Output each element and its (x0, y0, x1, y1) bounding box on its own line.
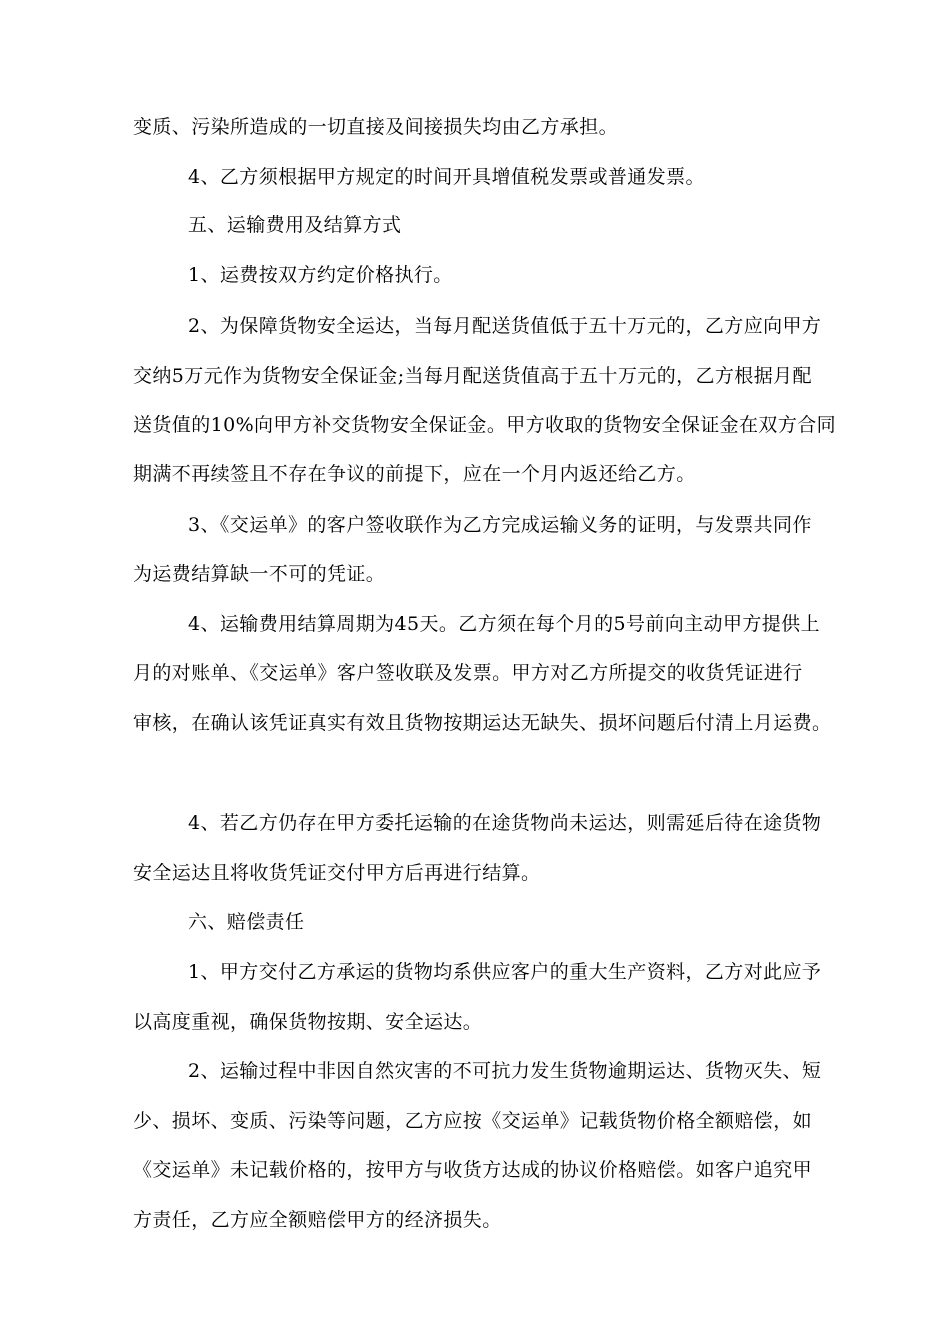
paragraph-line: 以高度重视，确保货物按期、安全运达。 (133, 1011, 483, 1033)
paragraph-line: 1、运费按双方约定价格执行。 (188, 264, 453, 286)
section-heading: 六、赔偿责任 (188, 911, 305, 933)
paragraph-line: 审核，在确认该凭证真实有效且货物按期运达无缺失、损坏问题后付清上月运费。 (133, 712, 832, 734)
paragraph-line: 变质、污染所造成的一切直接及间接损失均由乙方承担。 (133, 116, 619, 138)
paragraph-line: 1、甲方交付乙方承运的货物均系供应客户的重大生产资料，乙方对此应予 (188, 961, 822, 983)
paragraph-line: 4、运输费用结算周期为45天。乙方须在每个月的5号前向主动甲方提供上 (188, 613, 820, 635)
paragraph-line: 4、若乙方仍存在甲方委托运输的在途货物尚未运达，则需延后待在途货物 (188, 812, 822, 834)
paragraph-line: 2、运输过程中非因自然灾害的不可抗力发生货物逾期运达、货物灭失、短 (188, 1060, 822, 1082)
paragraph-line: 《交运单》未记载价格的，按甲方与收货方达成的协议价格赔偿。如客户追究甲 (133, 1159, 813, 1181)
paragraph-line: 方责任，乙方应全额赔偿甲方的经济损失。 (133, 1209, 502, 1231)
paragraph-line: 少、损坏、变质、污染等问题，乙方应按《交运单》记载货物价格全额赔偿，如 (133, 1110, 813, 1132)
paragraph-line: 4、乙方须根据甲方规定的时间开具增值税发票或普通发票。 (188, 166, 705, 188)
paragraph-line: 安全运达且将收货凭证交付甲方后再进行结算。 (133, 862, 541, 884)
paragraph-line: 送货值的10%向甲方补交货物安全保证金。甲方收取的货物安全保证金在双方合同 (133, 414, 837, 436)
paragraph-line: 3、《交运单》的客户签收联作为乙方完成运输义务的证明，与发票共同作 (188, 514, 812, 536)
paragraph-line: 2、为保障货物安全运达，当每月配送货值低于五十万元的，乙方应向甲方 (188, 315, 822, 337)
paragraph-line: 月的对账单、《交运单》客户签收联及发票。甲方对乙方所提交的收货凭证进行 (133, 662, 803, 684)
paragraph-line: 交纳5万元作为货物安全保证金;当每月配送货值高于五十万元的，乙方根据月配 (133, 365, 812, 387)
paragraph-line: 期满不再续签且不存在争议的前提下，应在一个月内返还给乙方。 (133, 463, 696, 485)
section-heading: 五、运输费用及结算方式 (188, 214, 402, 236)
paragraph-line: 为运费结算缺一不可的凭证。 (133, 563, 386, 585)
